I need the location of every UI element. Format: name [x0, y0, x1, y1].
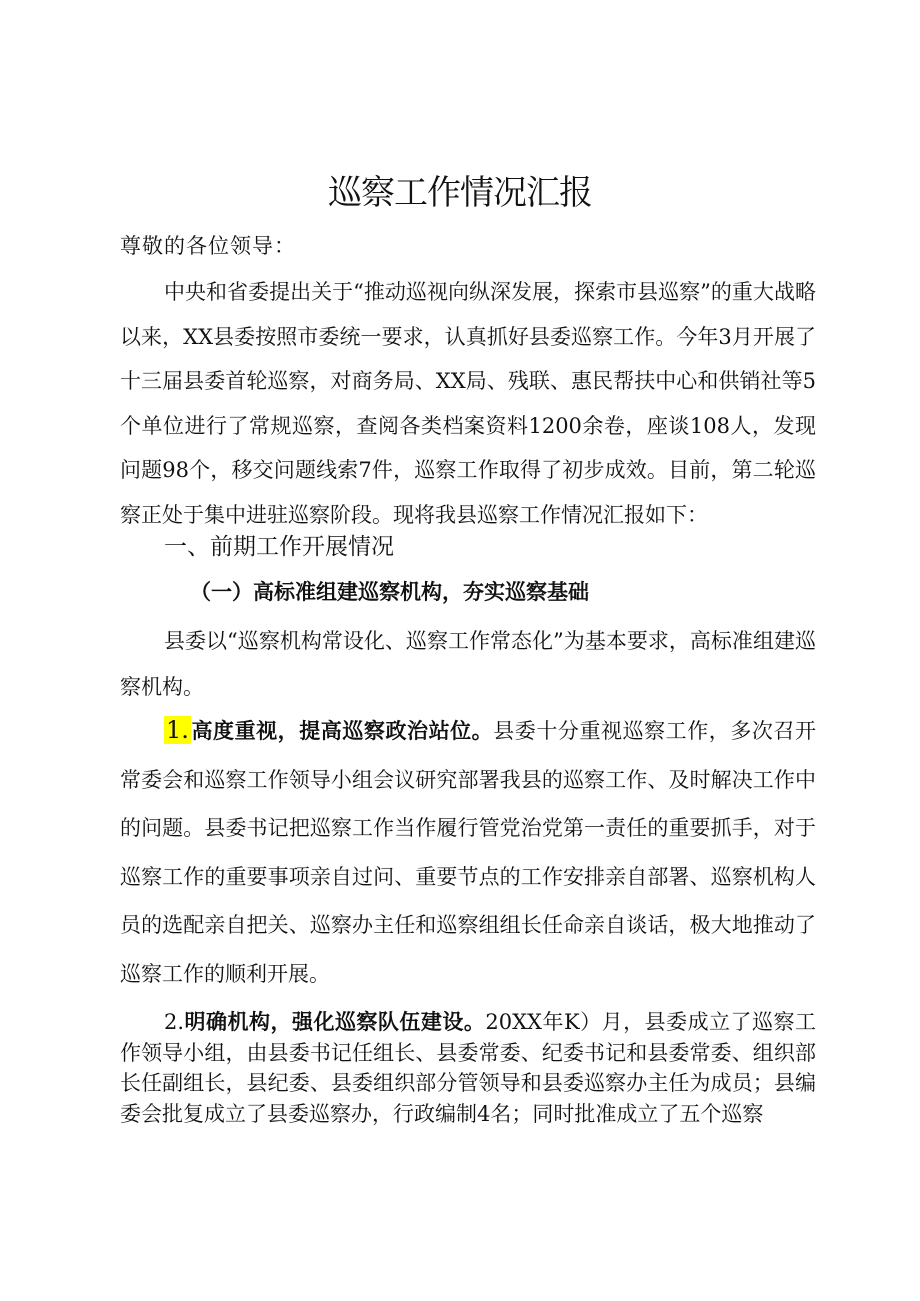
- item-1-paragraph: [120, 706, 816, 998]
- section-heading: 一、前期工作开展情况: [164, 534, 394, 560]
- intro-paragraph: 中央和省委提出关于“推动巡视向纵深发展，探索市县巡察”的重大战略以来，XX县委按照市委统一要求，认真抓好县委巡察工作。今年3月开展了十三届县委首轮巡察，对商务局、XX局、残联、惠民帮扶中心和供销社等5个单位进行了常规巡察，查阅各类档案资料1200余卷，座谈108人，发现问题98个，移交问题线索7件，巡察工作取得了初步成效。目前，第二轮巡察正处于集中进驻巡察阶段。现将我县巡察工作情况汇报如下：: [120, 280, 816, 527]
- item-2-body: 20XX年K）月，县委成立了巡察工作领导小组，由县委书记任组长、县委常委、纪委书记和县委常委、组织部长任副组长，县纪委、县委组织部分管领导和县委巡察办主任为成员；县编委会批复成立了县委巡察办，行政编制4名；同时批准成立了五个巡察: [120, 1010, 817, 1126]
- item-2-lead: 明确机构，强化巡察队伍建设。: [184, 1009, 486, 1034]
- item-2-paragraph: [120, 1007, 816, 1129]
- item-2-number: 2.: [164, 1010, 185, 1034]
- greeting: 尊敬的各位领导：: [120, 234, 296, 258]
- item-1-lead: 高度重视，提高巡察政治站位。: [190, 718, 494, 743]
- subsection-heading: （一）高标准组建巡察机构，夯实巡察基础: [190, 579, 589, 604]
- item-1-number-highlight: 1.: [166, 716, 189, 744]
- item-1-body: 县委十分重视巡察工作，多次召开常委会和巡察工作领导小组会议研究部署我县的巡察工作、及时解决工作中的问题。县委书记把巡察工作当作履行管党治党第一责任的重要抓手，对于巡察工作的重要事项亲自过问、重要节点的工作安排亲自部署、巡察机构人员的选配亲自把关、巡察办主任和巡察组组长任命亲自谈话，极大地推动了巡察工作的顺利开展。: [120, 719, 817, 986]
- document-title: 巡察工作情况汇报: [328, 173, 592, 213]
- subsection-paragraph: 县委以“巡察机构常设化、巡察工作常态化”为基本要求，高标准组建巡察机构。: [120, 629, 816, 699]
